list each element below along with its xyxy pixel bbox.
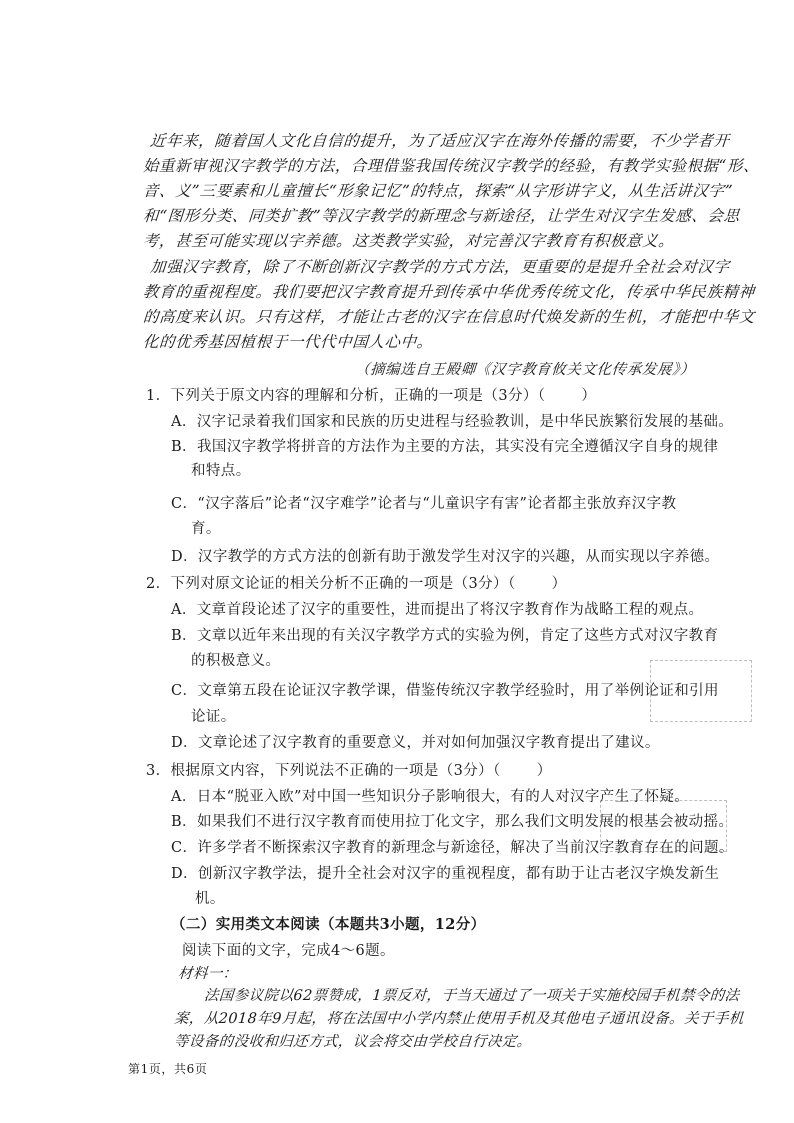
question-3-option-d: D．创新汉字教学法，提升全社会对汉字的重视程度，都有助于让古老汉字焕发新生 [171, 866, 720, 882]
question-1-option-c-cont: 育。 [191, 521, 221, 537]
passage-para2-line4: 化的优秀基因植根于一代代中国人心中。 [142, 333, 434, 351]
material-1-label: 材料一： [177, 966, 239, 982]
question-3-stem: 3．根据原文内容，下列说法不正确的一项是（3分）（ ） [146, 763, 552, 779]
question-1-option-a: A．汉字记录着我们国家和民族的历史进程与经验教训，是中华民族繁衍发展的基础。 [171, 414, 734, 430]
question-3-option-a: A．日本“脱亚入欧”对中国一些知识分子影响很大，有的人对汉字产生了怀疑。 [171, 789, 690, 805]
passage-para1-line1: 近年来，随着国人文化自信的提升，为了适应汉字在海外传播的需要，不少学者开 [149, 132, 731, 150]
question-3-option-c: C．许多学者不断探索汉字教育的新理念与新途径，解决了当前汉字教育存在的问题。 [171, 840, 734, 856]
question-1-option-b-cont: 和特点。 [191, 463, 251, 479]
question-2-option-a: A．文章首段论述了汉字的重要性，进而提出了将汉字教育作为战略工程的观点。 [171, 602, 704, 618]
question-3-option-b: B．如果我们不进行汉字教育而使用拉丁化文字，那么我们文明发展的根基会被动摇。 [171, 814, 734, 830]
material-1-line3: 等设备的没收和归还方式，议会将交由学校自行决定。 [173, 1034, 533, 1050]
question-1-option-b: B．我国汉字教学将拼音的方法作为主要的方法，其实没有完全遵循汉字自身的规律 [171, 439, 719, 455]
passage-para2-line3: 的高度来认识。只有这样，才能让古老的汉字在信息时代焕发新的生机，才能把中华文 [142, 308, 756, 326]
passage-para1-line2: 始重新审视汉字教学的方法，合理借鉴我国传统汉字教学的经验，有教学实验根据“形、 [143, 157, 759, 175]
page-footer: 第1页，共6页 [128, 1062, 208, 1076]
passage-source: （摘编选自王殿卿《汉字教育攸关文化传承发展》） [354, 362, 696, 378]
material-1-line2: 案，从2018年9月起，将在法国中小学内禁止使用手机及其他电子通讯设备。关于手机 [173, 1011, 745, 1027]
question-1-option-d: D．汉字教学的方式方法的创新有助于激发学生对汉字的兴趣，从而实现以字养德。 [171, 549, 720, 565]
question-2-option-c-cont: 论证。 [191, 709, 236, 725]
question-2-stem: 2．下列对原文论证的相关分析不正确的一项是（3分）（ ） [146, 576, 567, 592]
scan-artifact-box [650, 660, 752, 722]
material-1-line1: 法国参议院以62票赞成，1票反对，于当天通过了一项关于实施校园手机禁令的法 [203, 988, 741, 1004]
question-2-option-d: D．文章论述了汉字教育的重要意义，并对如何加强汉字教育提出了建议。 [171, 735, 660, 751]
question-1-option-c: C．“汉字落后”论者“汉字难学”论者与“儿童识字有害”论者都主张放弃汉字教 [171, 496, 677, 512]
passage-para2-line1: 加强汉字教育，除了不断创新汉字教学的方式方法，更重要的是提升全社会对汉字 [149, 258, 731, 276]
section-2-instruction: 阅读下面的文字，完成4～6题。 [182, 943, 395, 959]
passage-para2-line2: 教育的重视程度。我们要把汉字教育提升到传承中华优秀传统文化，传承中华民族精神 [142, 283, 756, 301]
question-3-option-d-cont: 机。 [195, 891, 225, 907]
section-2-heading: （二）实用类文本阅读（本题共3小题，12分） [171, 916, 486, 933]
passage-para1-line5: 考，甚至可能实现以字养德。这类教学实验，对完善汉字教育有积极意义。 [142, 232, 675, 250]
passage-para1-line3: 音、义”三要素和儿童擅长“形象记忆”的特点，探索“从字形讲字义，从生活讲汉字” [142, 182, 734, 200]
passage-para1-line4: 和“图形分类、同类扩教”等汉字教学的新理念与新途径，让学生对汉字生发感、会思 [142, 207, 741, 225]
question-2-option-c: C．文章第五段在论证汉字教学课，借鉴传统汉字教学经验时，用了举例论证和引用 [171, 683, 719, 699]
question-2-option-b: B．文章以近年来出现的有关汉字教学方式的实验为例，肯定了这些方式对汉字教育 [171, 628, 719, 644]
question-2-option-b-cont: 的积极意义。 [191, 653, 281, 669]
question-1-stem: 1．下列关于原文内容的理解和分析，正确的一项是（3分）（ ） [146, 388, 597, 404]
